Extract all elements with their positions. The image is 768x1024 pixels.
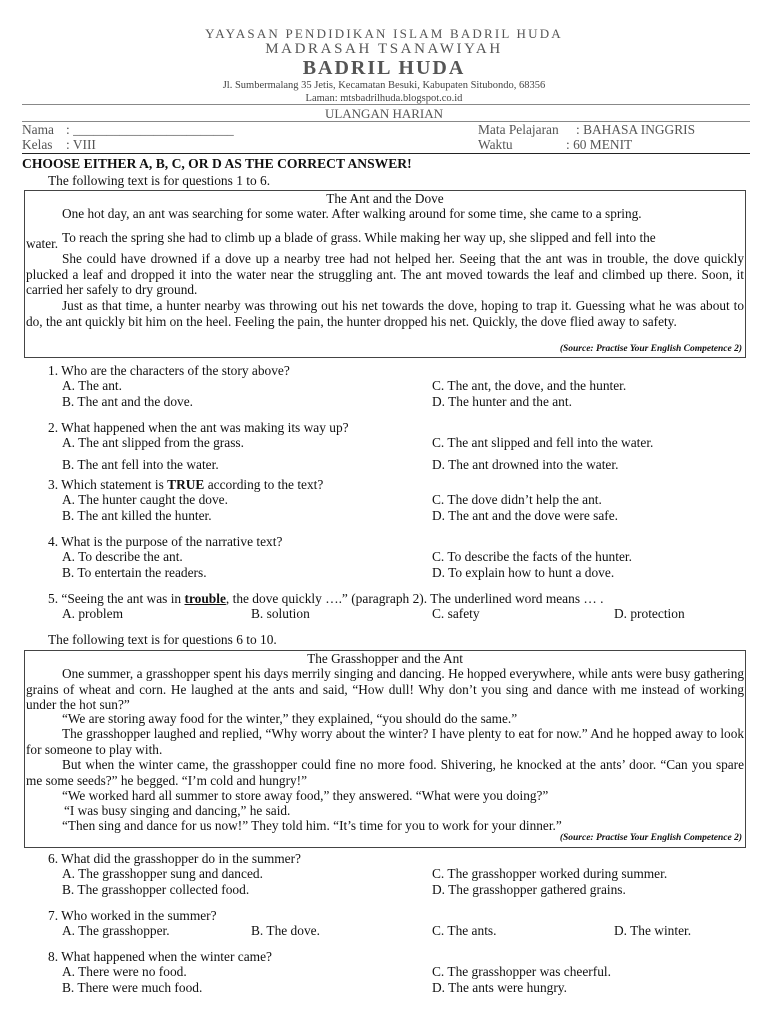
text1-intro: The following text is for questions 1 to 6. bbox=[48, 173, 271, 188]
question-8: 8. What happened when the winter came? bbox=[48, 949, 272, 964]
text2-paragraph-2: “We are storing away food for the winter,” they explained, “you should do the same.” bbox=[62, 711, 518, 726]
question-5 bbox=[48, 591, 603, 607]
header-divider bbox=[22, 104, 750, 105]
q4-option-b[interactable]: B. To entertain the readers. bbox=[62, 565, 207, 580]
q2-option-c[interactable]: C. The ant slipped and fell into the water. bbox=[432, 435, 654, 450]
q3-option-b[interactable]: B. The ant killed the hunter. bbox=[62, 508, 212, 523]
subject-value: : BAHASA INGGRIS bbox=[576, 122, 696, 137]
question-3-text-pre: 3. Which statement is bbox=[48, 477, 168, 492]
school-website: Laman: mtsbadrilhuda.blogspot.co.id bbox=[305, 93, 463, 104]
text2-paragraph-6: “I was busy singing and dancing,” he said. bbox=[64, 803, 291, 818]
text2-paragraph-5: “We worked hard all summer to store away food,” they answered. “What were you doing?” bbox=[62, 788, 549, 803]
q8-option-b[interactable]: B. There were much food. bbox=[62, 980, 203, 995]
q8-option-a[interactable]: A. There were no food. bbox=[62, 964, 187, 979]
q6-option-c[interactable]: C. The grasshopper worked during summer. bbox=[432, 866, 668, 881]
q2-option-d[interactable]: D. The ant drowned into the water. bbox=[432, 457, 619, 472]
school-type: MADRASAH TSANAWIYAH bbox=[265, 41, 503, 57]
q4-option-d[interactable]: D. To explain how to hunt a dove. bbox=[432, 565, 615, 580]
question-3 bbox=[48, 477, 323, 493]
text2-paragraph-7: “Then sing and dance for us now!” They told him. “It’s time for you to work for your dinner.” bbox=[62, 818, 562, 833]
q7-option-c[interactable]: C. The ants. bbox=[432, 923, 497, 938]
q2-option-b[interactable]: B. The ant fell into the water. bbox=[62, 457, 219, 472]
text1-paragraph-3: She could have drowned if a dove up a nearby tree had not helped her. Seeing that the ant was in trouble, the dove quickly plucked a leaf and dropped it into the water near the struggling ant. The ant moved towards the leaf and climbed up there. Soon, it carried her safely to dry ground. bbox=[26, 251, 744, 298]
time-value: : 60 MENIT bbox=[566, 137, 633, 152]
question-3-emphasis: TRUE bbox=[167, 477, 205, 492]
q3-option-a[interactable]: A. The hunter caught the dove. bbox=[62, 492, 228, 507]
foundation-name: YAYASAN PENDIDIKAN ISLAM BADRIL HUDA bbox=[205, 26, 563, 41]
text1-paragraph-2-line-1: To reach the spring she had to climb up a blade of grass. While making her way up, she slipped and fell into the bbox=[62, 230, 656, 245]
q5-option-c[interactable]: C. safety bbox=[432, 606, 480, 621]
text2-paragraph-1: One summer, a grasshopper spent his days merrily singing and dancing. He hopped everywhere, while ants were busy gathering grains of wheat and corn. He laughed at the ants and said, “How dull! Why don’t you sing and dance with me instead of working under the hot sun?” bbox=[26, 666, 744, 713]
q6-option-b[interactable]: B. The grasshopper collected food. bbox=[62, 882, 250, 897]
question-4: 4. What is the purpose of the narrative text? bbox=[48, 534, 283, 549]
q7-option-a[interactable]: A. The grasshopper. bbox=[62, 923, 170, 938]
info-divider bbox=[22, 153, 750, 154]
question-5-underlined-word: trouble bbox=[184, 591, 226, 606]
q3-option-c[interactable]: C. The dove didn’t help the ant. bbox=[432, 492, 602, 507]
q5-option-b[interactable]: B. solution bbox=[251, 606, 310, 621]
name-field: : ________________________ bbox=[66, 122, 234, 137]
question-7: 7. Who worked in the summer? bbox=[48, 908, 217, 923]
text2-source: (Source: Practise Your English Competence 2) bbox=[559, 833, 742, 843]
text1-paragraph-4: Just as that time, a hunter nearby was throwing out his net towards the dove, hoping to trap it. Guessing what he was about to do, the ant quickly bit him on the heel. Feeling the pain, the hunter dropped his net. Quickly, the dove flied away to safety. bbox=[26, 298, 744, 329]
text2-paragraph-4: But when the winter came, the grasshopper could fine no more food. Shivering, he knocked at the ants’ door. “Can you spare me some seeds?” he begged. “I’m cold and hungry!” bbox=[26, 757, 744, 788]
q4-option-c[interactable]: C. To describe the facts of the hunter. bbox=[432, 549, 632, 564]
question-1: 1. Who are the characters of the story above? bbox=[48, 363, 290, 378]
q3-option-d[interactable]: D. The ant and the dove were safe. bbox=[432, 508, 619, 523]
q1-option-d[interactable]: D. The hunter and the ant. bbox=[432, 394, 572, 409]
q1-option-b[interactable]: B. The ant and the dove. bbox=[62, 394, 194, 409]
q1-option-a[interactable]: A. The ant. bbox=[62, 378, 122, 393]
class-label: Kelas bbox=[22, 137, 53, 152]
exam-title: ULANGAN HARIAN bbox=[324, 106, 444, 121]
text1-source: (Source: Practise Your English Competence 2) bbox=[559, 344, 742, 354]
text2-paragraph-3: The grasshopper laughed and replied, “Why worry about the winter? I have plenty to eat for now.” And he hopped away to look for someone to play with. bbox=[26, 726, 744, 757]
time-label: Waktu bbox=[478, 137, 513, 152]
question-5-text-pre: 5. “Seeing the ant was in bbox=[48, 591, 185, 606]
instruction: CHOOSE EITHER A, B, C, OR D AS THE CORRECT ANSWER! bbox=[22, 156, 412, 171]
q6-option-d[interactable]: D. The grasshopper gathered grains. bbox=[432, 882, 626, 897]
question-2: 2. What happened when the ant was making its way up? bbox=[48, 420, 349, 435]
q7-option-d[interactable]: D. The winter. bbox=[614, 923, 692, 938]
school-address: Jl. Sumbermalang 35 Jetis, Kecamatan Besuki, Kabupaten Situbondo, 68356 bbox=[222, 80, 546, 91]
q2-option-a[interactable]: A. The ant slipped from the grass. bbox=[62, 435, 244, 450]
question-6: 6. What did the grasshopper do in the summer? bbox=[48, 851, 302, 866]
question-3-text-post: according to the text? bbox=[204, 477, 324, 492]
q5-option-a[interactable]: A. problem bbox=[62, 606, 123, 621]
subject-label: Mata Pelajaran bbox=[478, 122, 559, 137]
text2-intro: The following text is for questions 6 to 10. bbox=[48, 632, 277, 647]
text2-title: The Grasshopper and the Ant bbox=[307, 651, 463, 666]
text1-paragraph-1: One hot day, an ant was searching for some water. After walking around for some time, she came to a spring. bbox=[62, 206, 642, 221]
class-value: : VIII bbox=[66, 137, 96, 152]
name-label: Nama bbox=[22, 122, 54, 137]
q5-option-d[interactable]: D. protection bbox=[614, 606, 685, 621]
q7-option-b[interactable]: B. The dove. bbox=[251, 923, 320, 938]
q1-option-c[interactable]: C. The ant, the dove, and the hunter. bbox=[432, 378, 627, 393]
q4-option-a[interactable]: A. To describe the ant. bbox=[62, 549, 183, 564]
text1-paragraph-2-line-2: water. bbox=[26, 236, 59, 251]
q8-option-c[interactable]: C. The grasshopper was cheerful. bbox=[432, 964, 611, 979]
q8-option-d[interactable]: D. The ants were hungry. bbox=[432, 980, 567, 995]
q6-option-a[interactable]: A. The grasshopper sung and danced. bbox=[62, 866, 263, 881]
question-5-text-post: , the dove quickly ….” (paragraph 2). The underlined word means … . bbox=[225, 591, 604, 606]
school-name: BADRIL HUDA bbox=[302, 57, 466, 79]
text1-title: The Ant and the Dove bbox=[326, 191, 444, 206]
